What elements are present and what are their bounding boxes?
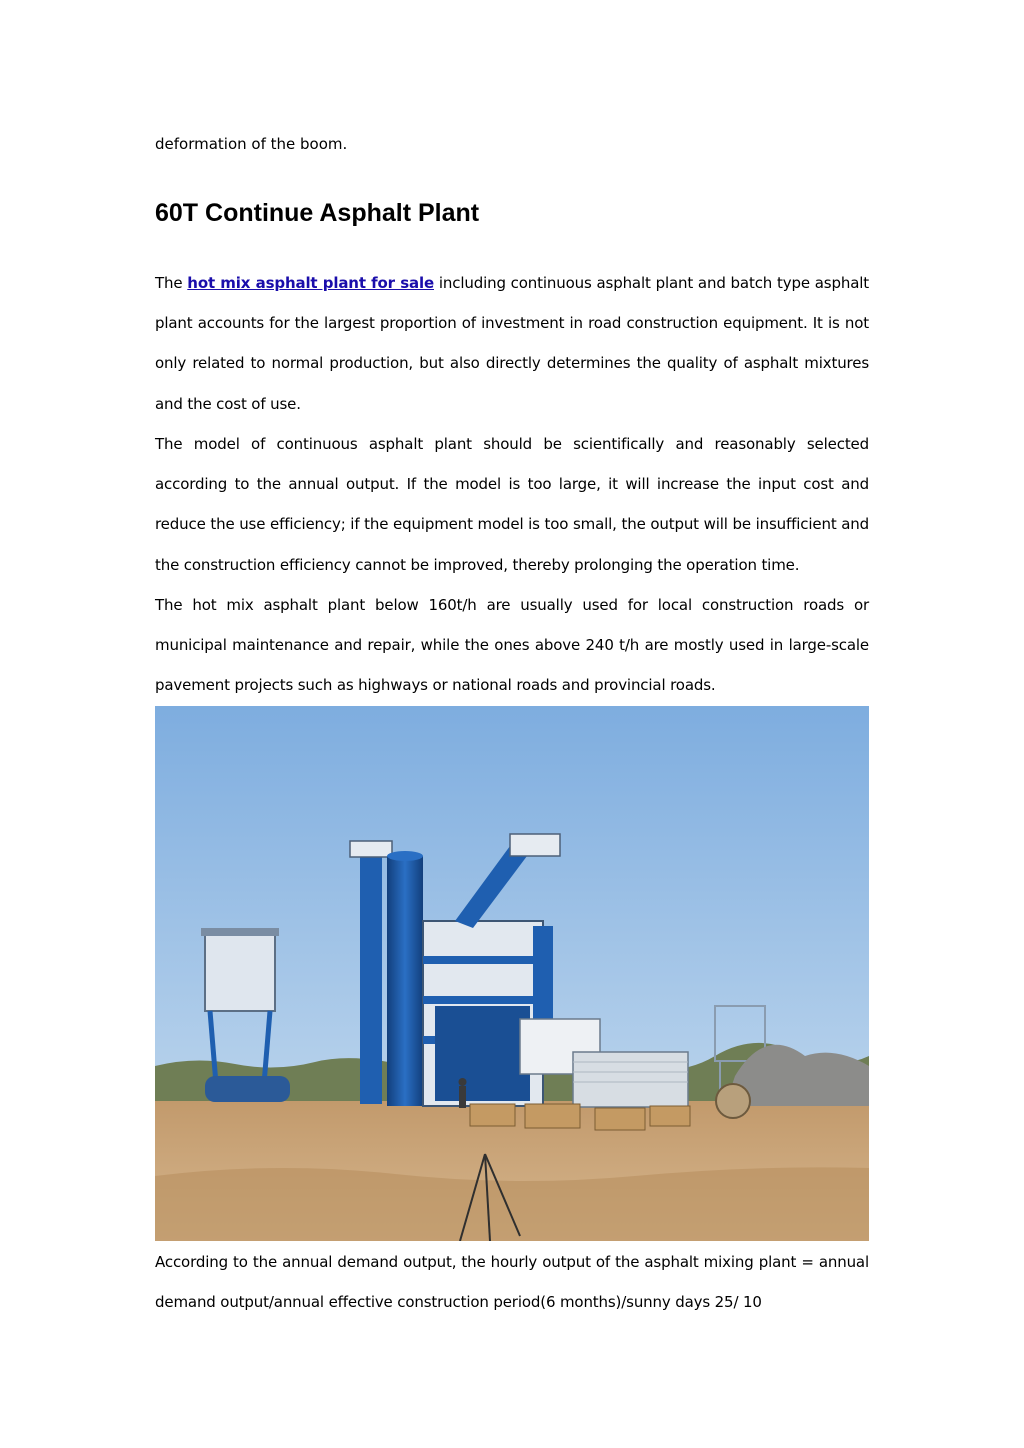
text-fragment: deformation of the boom. [155, 135, 348, 153]
asphalt-plant-photo [155, 706, 869, 1241]
paragraph-intro [155, 263, 869, 424]
hot-mix-asphalt-plant-link[interactable]: hot mix asphalt plant for sale [187, 274, 434, 292]
section-heading: 60T Continue Asphalt Plant [155, 199, 480, 227]
paragraph-hourly-output: According to the annual demand output, the hourly output of the asphalt mixing plant = annual demand output/annual effective construction period(6 months)/sunny days 25/ 10 [155, 1253, 869, 1312]
paragraph-capacity-usage: The hot mix asphalt plant below 160t/h are usually used for local construction roads or municipal maintenance and repair, while the ones above 240 t/h are mostly used in large-scale pavement projects such as highways or national roads and provincial roads. [155, 596, 869, 695]
paragraph-intro-prefix: The [155, 274, 188, 292]
paragraph-intro-suffix: including continuous asphalt plant and batch type asphalt plant accounts for the largest proportion of investment in road construction equipment. It is not only related to normal production, but also directly determines the quality of asphalt mixtures and the cost of use. [155, 274, 869, 413]
paragraph-model-selection: The model of continuous asphalt plant should be scientifically and reasonably selected according to the annual output. If the model is too large, it will increase the input cost and reduce the use efficiency; if the equipment model is too small, the output will be insufficient and the construction efficiency cannot be improved, thereby prolonging the operation time. [155, 435, 869, 574]
